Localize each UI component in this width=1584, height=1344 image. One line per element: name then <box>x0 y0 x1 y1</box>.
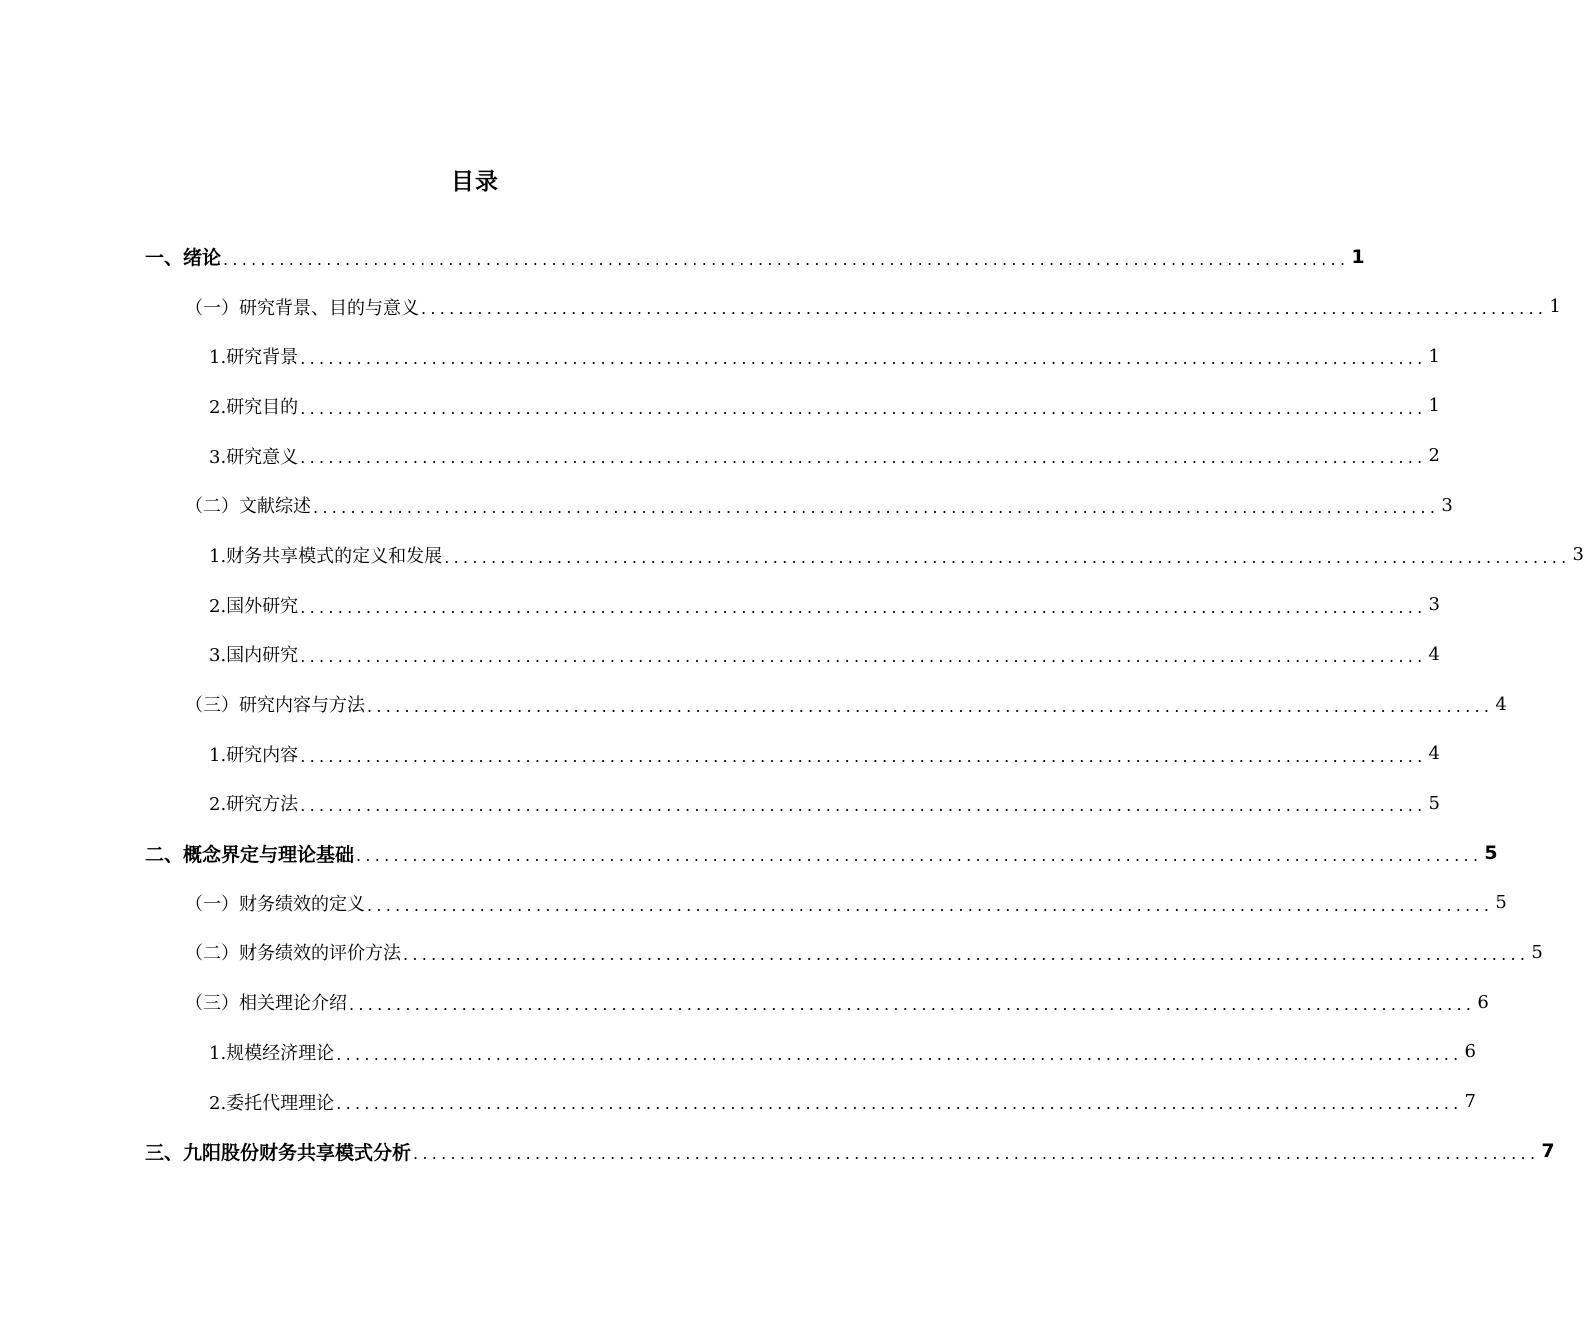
dot-leader: ........................................................................................................................ <box>413 1144 1540 1164</box>
toc-page-number: 3 <box>1441 494 1453 516</box>
toc-entry[interactable] <box>0 331 1440 381</box>
toc-entry-label: （一）研究背景、目的与意义 <box>185 297 419 319</box>
toc-page-number: 1 <box>1428 395 1440 417</box>
toc-entry-label: 二、概念界定与理论基础 <box>145 843 355 866</box>
toc-entry[interactable] <box>0 828 1498 878</box>
toc-entry-label: 3.研究意义 <box>209 446 299 468</box>
dot-leader: ........................................................................................................................ <box>356 845 1483 865</box>
dot-leader: ........................................................................................................................ <box>300 398 1427 418</box>
toc-page-number: 1 <box>1351 245 1365 268</box>
dot-leader: ........................................................................................................................ <box>336 1094 1463 1114</box>
toc-entry[interactable] <box>0 1027 1476 1077</box>
dot-leader: ........................................................................................................................ <box>367 895 1494 915</box>
dot-leader: ........................................................................................................................ <box>300 796 1427 816</box>
toc-entry[interactable] <box>0 1077 1476 1127</box>
table-of-contents <box>0 232 1584 1176</box>
toc-page-number: 6 <box>1477 991 1489 1013</box>
dot-leader: ........................................................................................................................ <box>336 1044 1463 1064</box>
toc-page-number: 1 <box>1549 296 1561 318</box>
toc-entry[interactable] <box>0 878 1507 928</box>
toc-entry[interactable] <box>0 480 1453 530</box>
toc-entry[interactable] <box>0 232 1365 282</box>
toc-entry-label: 1.财务共享模式的定义和发展 <box>209 545 443 567</box>
toc-entry-label: 2.研究方法 <box>209 794 299 816</box>
dot-leader: ........................................................................................................................ <box>367 696 1494 716</box>
dot-leader: ........................................................................................................................ <box>444 547 1571 567</box>
toc-page-number: 7 <box>1464 1091 1476 1113</box>
toc-page-number: 5 <box>1484 842 1498 865</box>
toc-entry-label: （二）财务绩效的评价方法 <box>185 943 401 965</box>
toc-entry[interactable] <box>0 381 1440 431</box>
toc-page-number: 5 <box>1495 892 1507 914</box>
toc-entry-label: 3.国内研究 <box>209 645 299 667</box>
toc-entry[interactable] <box>0 729 1440 779</box>
toc-entry-label: 2.研究目的 <box>209 396 299 418</box>
toc-page-number: 5 <box>1531 941 1543 963</box>
toc-entry[interactable] <box>0 580 1440 630</box>
toc-entry[interactable] <box>0 679 1507 729</box>
dot-leader: ........................................................................................................................ <box>313 498 1440 518</box>
toc-entry-label: 2.国外研究 <box>209 595 299 617</box>
toc-page-number: 7 <box>1541 1140 1555 1163</box>
toc-page-number: 3 <box>1572 544 1584 566</box>
dot-leader: ........................................................................................................................ <box>403 945 1530 965</box>
dot-leader: ........................................................................................................................ <box>349 995 1476 1014</box>
toc-entry[interactable] <box>0 928 1543 978</box>
toc-page-number: 3 <box>1428 594 1440 616</box>
toc-entry-label: （二）文献综述 <box>185 496 311 518</box>
toc-page-number: 5 <box>1428 792 1440 814</box>
dot-leader: ........................................................................................................................ <box>300 647 1427 667</box>
toc-entry-label: 2.委托代理理论 <box>209 1092 335 1114</box>
dot-leader: ........................................................................................................................ <box>421 299 1548 319</box>
toc-entry[interactable] <box>0 630 1440 680</box>
toc-entry-label: （一）财务绩效的定义 <box>185 893 365 915</box>
toc-entry-label: 1.研究背景 <box>209 347 299 369</box>
toc-entry[interactable] <box>0 977 1489 1027</box>
toc-entry[interactable] <box>0 431 1440 481</box>
dot-leader: ........................................................................................................................ <box>300 597 1427 617</box>
dot-leader: ........................................................................................................................ <box>300 349 1427 369</box>
toc-entry[interactable] <box>0 530 1584 580</box>
toc-page-number: 4 <box>1428 743 1440 765</box>
page-title: 目录 <box>451 169 499 195</box>
toc-page-number: 4 <box>1428 643 1440 665</box>
toc-entry-label: （三）相关理论介绍 <box>185 993 347 1015</box>
toc-entry[interactable] <box>0 1126 1555 1176</box>
toc-entry-label: 1.研究内容 <box>209 744 299 766</box>
toc-entry[interactable] <box>0 282 1561 332</box>
toc-entry-label: （三）研究内容与方法 <box>185 695 365 717</box>
toc-page-number: 2 <box>1428 445 1440 467</box>
dot-leader: ........................................................................................................................ <box>300 746 1427 766</box>
toc-entry-label: 一、绪论 <box>145 247 222 270</box>
toc-entry-label: 三、九阳股份财务共享模式分析 <box>145 1141 412 1164</box>
toc-page-number: 4 <box>1495 693 1507 715</box>
toc-page-number: 6 <box>1464 1041 1476 1063</box>
toc-entry-label: 1.规模经济理论 <box>209 1042 335 1064</box>
toc-page-number: 1 <box>1428 345 1440 367</box>
dot-leader: ........................................................................................................................ <box>300 448 1427 468</box>
toc-entry[interactable] <box>0 779 1440 829</box>
dot-leader: ........................................................................................................................ <box>223 249 1350 269</box>
